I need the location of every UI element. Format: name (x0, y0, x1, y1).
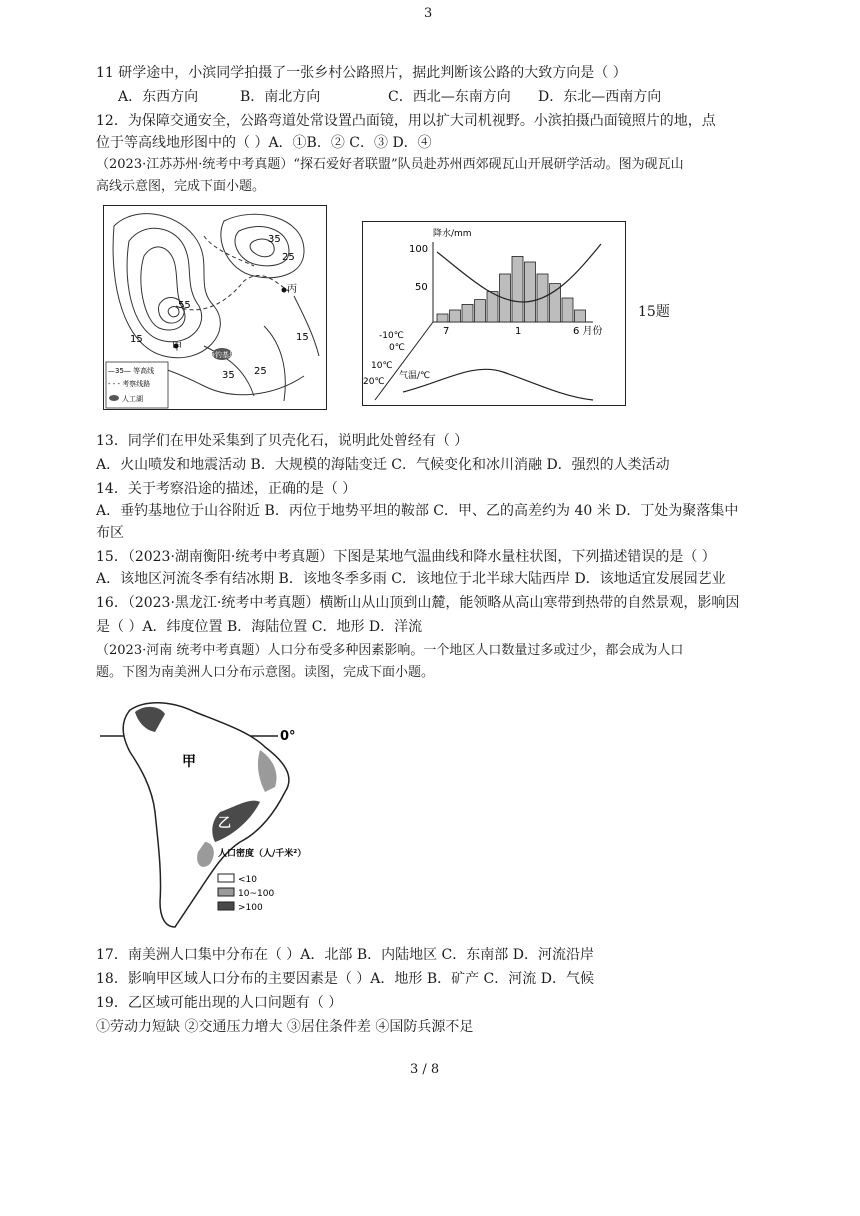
contour-label-fishing-base: 垂钓基地 (208, 351, 236, 359)
temp-axis-label: 气温/℃ (399, 371, 431, 381)
temp-tick-10: 10℃ (371, 361, 393, 371)
contour-label-bing: 丙 (287, 284, 297, 295)
intro-henan-line1: （2023·河南 统考中考真题）人口分布受多种因素影响。一个地区人口数量过多或过少，都会成为人口 (96, 643, 684, 658)
legend-lake: 人工湖 (122, 395, 143, 403)
q14-options: A．垂钓基地位于山谷附近 B．丙位于地势平坦的鞍部 C．甲、乙的高差约为 40 米 D．丁处为聚落集中 (96, 503, 739, 519)
contour-label-35: 35 (268, 234, 281, 245)
q12-stem: 12．为保障交通安全，公路弯道处常设置凸面镜，用以扩大司机视野。小滨拍摄凸面镜照片的地，点 (96, 113, 716, 129)
contour-legend (106, 362, 168, 408)
q16-options: 是（ ）A．纬度位置 B．海陆位置 C．地形 D．洋流 (96, 619, 423, 635)
q13-options: A．火山喷发和地震活动 B．大规模的海陆变迁 C．气候变化和冰川消融 D．强烈的人类活动 (96, 457, 670, 473)
precip-bar-10 (475, 300, 486, 322)
contour-map (103, 205, 327, 410)
y-tick-100: 100 (409, 244, 429, 255)
contour-label-25b: 25 (254, 366, 267, 377)
precip-bars (437, 256, 586, 322)
region-yi-label: 乙 (218, 816, 232, 831)
sa-legend (218, 847, 306, 913)
q11-option-b: B．南北方向 (240, 89, 321, 105)
q15-options: A．该地区河流冬季有结冰期 B．该地冬季多雨 C．该地位于北半球大陆西岸 D．该地适宜发展园艺业 (96, 571, 726, 587)
contour-label-jia: 甲 (172, 342, 182, 353)
x-tick-6: 6 月份 (573, 326, 603, 337)
chart-question-label: 15题 (638, 304, 670, 320)
climate-chart (362, 221, 626, 406)
legend-route: - - - 考察线路 (108, 380, 151, 388)
precip-axis-label: 降水/mm (433, 229, 472, 239)
precip-bar-4 (550, 284, 561, 322)
q14-continued: 布区 (96, 525, 124, 541)
q19-options: ①劳动力短缺 ②交通压力增大 ③居住条件差 ④国防兵源不足 (96, 1019, 474, 1035)
temp-curve-lower (403, 369, 593, 400)
q14-stem: 14．关于考察沿途的描述，正确的是（ ） (96, 481, 357, 497)
precip-bar-5 (562, 298, 573, 322)
contour-map-drawing (104, 206, 326, 409)
q17: 17．南美洲人口集中分布在（ ）A．北部 B．内陆地区 C．东南部 D．河流沿岸 (96, 947, 594, 963)
temp-tick-0: 0℃ (389, 343, 405, 353)
q11-option-a: A．东西方向 (118, 89, 199, 105)
equator-label: 0° (280, 729, 296, 744)
legend-gt100: >100 (238, 903, 263, 913)
contour-label-55: 55 (178, 300, 191, 311)
precip-bar-7 (437, 314, 448, 322)
contour-label-15a: 15 (130, 334, 143, 345)
precip-bar-11 (487, 292, 498, 322)
q11-option-d: D．东北—西南方向 (538, 89, 662, 105)
legend-contour-line: —35— 等高线 (108, 367, 155, 375)
x-tick-7: 7 (443, 326, 450, 337)
region-jia-label: 甲 (182, 754, 196, 770)
legend-10-100: 10~100 (238, 889, 275, 899)
q11-stem: 11 研学途中，小滨同学拍摄了一张乡村公路照片，据此判断该公路的大致方向是（ ） (96, 65, 627, 81)
legend-title: 人口密度（人/千米²） (218, 849, 307, 859)
precip-bar-12 (500, 274, 511, 322)
precip-bar-1 (512, 256, 523, 322)
q13-stem: 13．同学们在甲处采集到了贝壳化石，说明此处曾经有（ ） (96, 433, 469, 449)
temp-tick-20: 20℃ (363, 377, 385, 387)
q11-option-c: C．西北—东南方向 (388, 89, 511, 105)
x-tick-1: 1 (515, 326, 522, 337)
q18: 18．影响甲区域人口分布的主要因素是（ ）A．地形 B．矿产 C．河流 D．气候 (96, 971, 594, 987)
intro-henan-line2: 题。下图为南美洲人口分布示意图。读图，完成下面小题。 (96, 665, 435, 680)
page-number-top: 3 (424, 6, 433, 21)
q15-stem: 15．（2023·湖南衡阳·统考中考真题）下图是某地气温曲线和降水量柱状图，下列描述错误的是（ ） (96, 549, 716, 565)
q19-stem: 19．乙区域可能出现的人口问题有（ ） (96, 995, 343, 1011)
precip-bar-6 (575, 310, 586, 322)
page-footer: 3 / 8 (410, 1062, 440, 1077)
q16-stem: 16．（2023·黑龙江·统考中考真题）横断山从山顶到山麓，能领略从高山寒带到热带的自然景观，影响因 (96, 595, 740, 611)
intro-suzhou-line1: （2023·江苏苏州·统考中考真题）“探石爱好者联盟”队员赴苏州西郊砚瓦山开展研学活动。图为砚瓦山 (96, 157, 684, 172)
contour-label-15b: 15 (296, 332, 309, 343)
contour-label-25: 25 (282, 252, 295, 263)
contour-label-35b: 35 (222, 370, 235, 381)
precip-bar-8 (450, 310, 461, 322)
south-america-map (100, 692, 320, 930)
intro-suzhou-line2: 高线示意图，完成下面小题。 (96, 179, 266, 194)
temp-tick-minus10: -10℃ (379, 331, 404, 341)
precip-bar-2 (525, 262, 536, 322)
legend-lt10: <10 (238, 875, 257, 885)
q12-options: 位于等高线地形图中的（ ）A．①B．② C．③ D．④ (96, 135, 432, 151)
climate-chart-svg (363, 222, 625, 405)
precip-bar-9 (462, 304, 473, 322)
south-america-drawing (100, 692, 320, 930)
y-tick-50: 50 (415, 282, 428, 293)
